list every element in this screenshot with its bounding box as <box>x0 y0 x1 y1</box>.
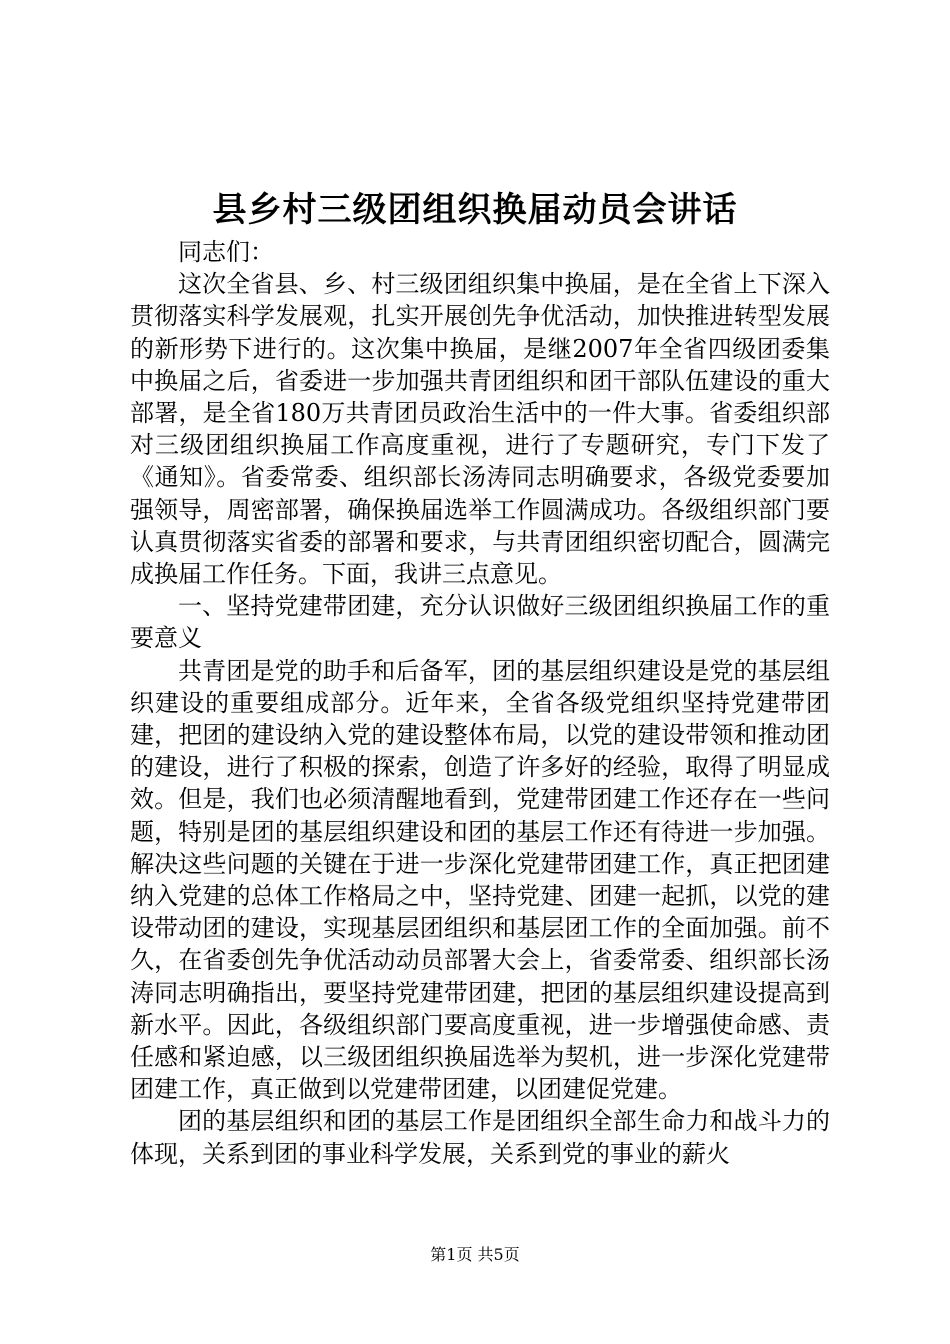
document-title: 县乡村三级团组织换届动员会讲话 <box>212 190 738 230</box>
salutation-paragraph: 同志们： <box>178 238 274 266</box>
body-paragraph-section-1: 共青团是党的助手和后备军，团的基层组织建设是党的基层组织建设的重要组成部分。近年来，全省各级党组织坚持党建带团建，把团的建设纳入党的建设整体布局，以党的建设带领和推动团的建设，进行了积极的探索，创造了许多好的经验，取得了明显成效。但是，我们也必须清醒地看到，党建带团建工作还存在一些问题，特别是团的基层组织建设和团的基层工作还有待进一步加强。解决这些问题的关键在于进一步深化党建带团建工作，真正把团建纳入党建的总体工作格局之中，坚持党建、团建一起抓，以党的建设带动团的建设，实现基层团组织和基层团工作的全面加强。前不久，在省委创先争优活动动员部署大会上，省委常委、组织部长汤涛同志明确指出，要坚持党建带团建，把团的基层组织建设提高到新水平。因此，各级组织部门要高度重视，进一步增强使命感、责任感和紧迫感，以三级团组织换届选举为契机，进一步深化党建带团建工作，真正做到以党建带团建，以团建促党建。 <box>130 656 830 1104</box>
body-paragraph-continued: 团的基层组织和团的基层工作是团组织全部生命力和战斗力的体现，关系到团的事业科学发展，关系到党的事业的薪火 <box>130 1107 830 1168</box>
section-heading-1: 一、坚持党建带团建，充分认识做好三级团组织换届工作的重要意义 <box>130 592 830 653</box>
body-paragraph-intro: 这次全省县、乡、村三级团组织集中换届，是在全省上下深入贯彻落实科学发展观，扎实开展创先争优活动，加快推进转型发展的新形势下进行的。这次集中换届，是继2007年全省四级团委集中换届之后，省委进一步加强共青团组织和团干部队伍建设的重大部署，是全省180万共青团员政治生活中的一件大事。省委组织部对三级团组织换届工作高度重视，进行了专题研究，专门下发了《通知》。省委常委、组织部长汤涛同志明确要求，各级党委要加强领导，周密部署，确保换届选举工作圆满成功。各级组织部门要认真贯彻落实省委的部署和要求，与共青团组织密切配合，圆满完成换届工作任务。下面，我讲三点意见。 <box>130 270 830 589</box>
page-number-footer: 第1页 共5页 <box>430 1245 520 1264</box>
document-body <box>130 236 830 1170</box>
